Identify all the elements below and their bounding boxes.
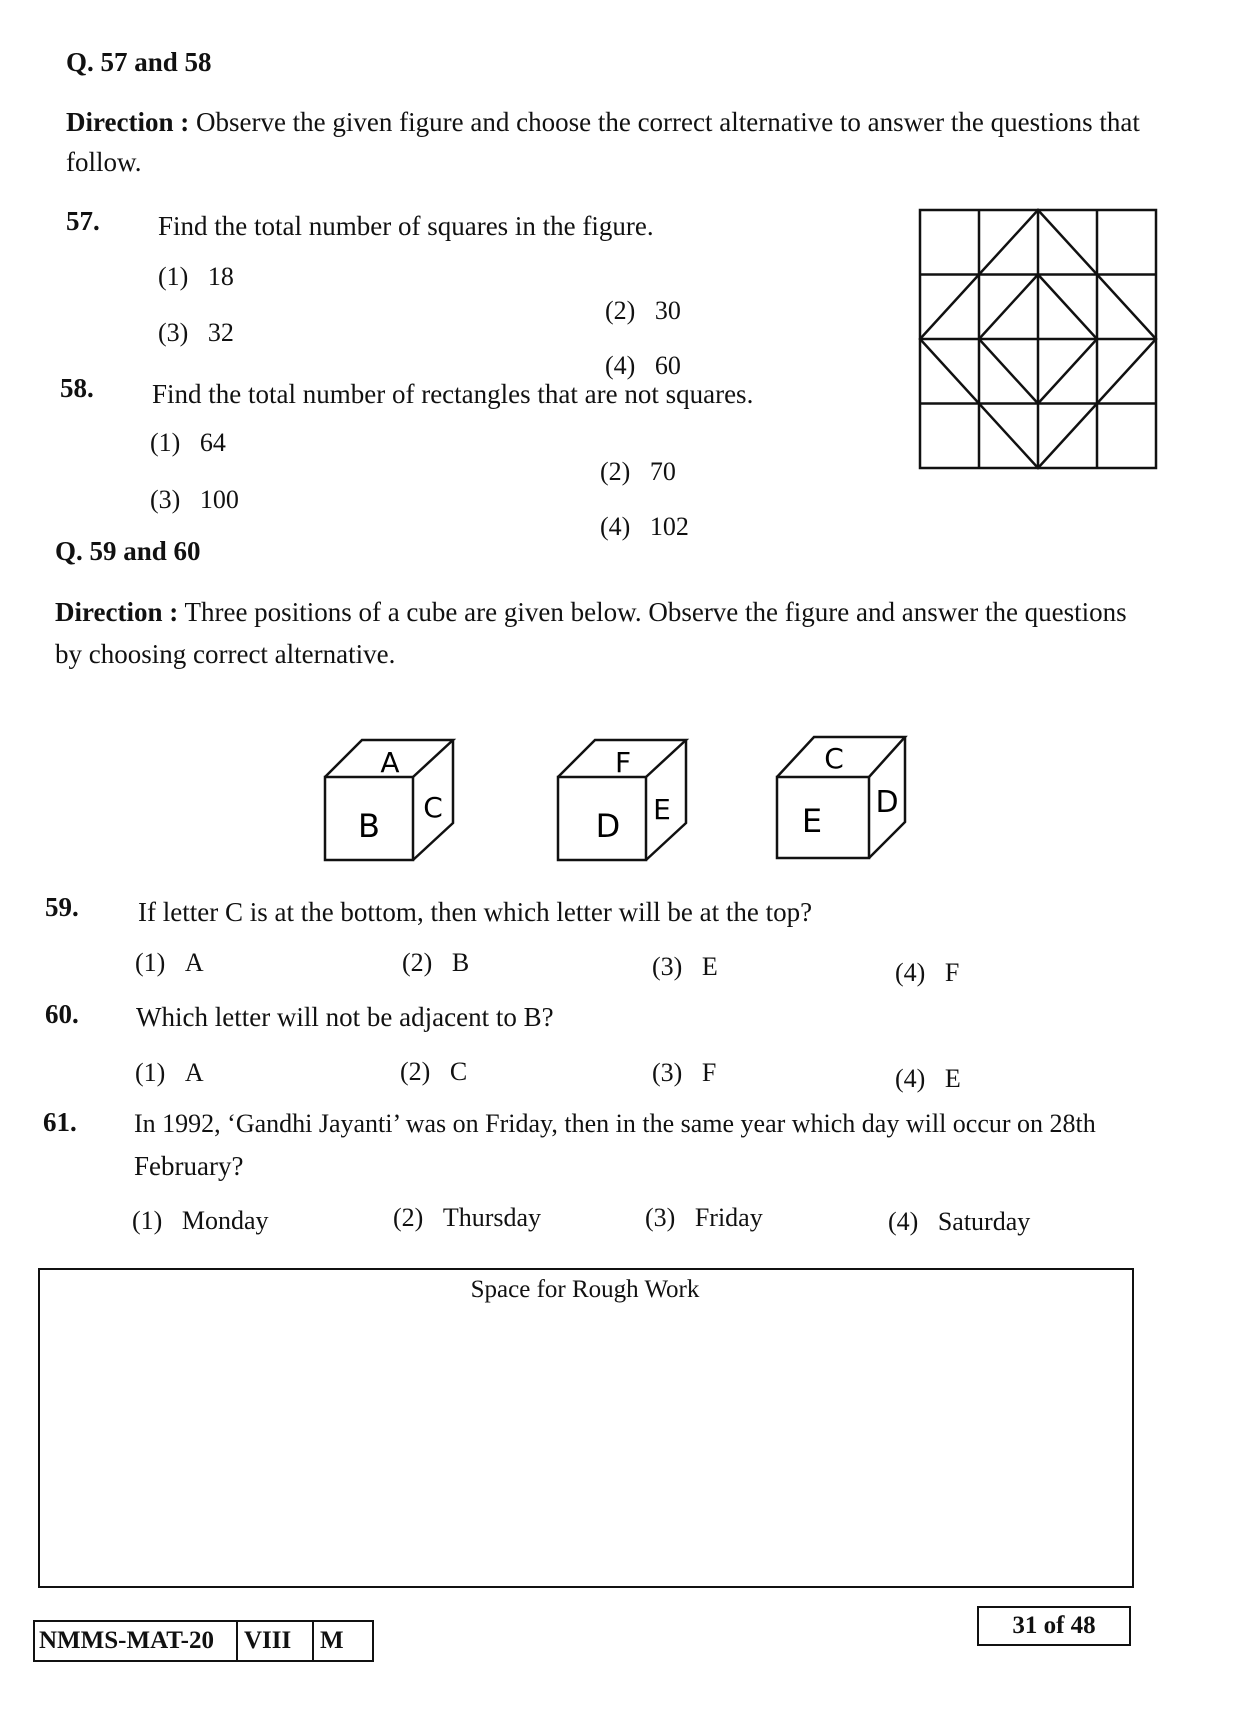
direction-text-cont: follow. bbox=[66, 147, 142, 177]
cube-3-top-letter: C bbox=[824, 742, 844, 775]
option-3[interactable]: (3) 32 bbox=[158, 318, 234, 347]
question-text: Which letter will not be adjacent to B? bbox=[136, 1002, 554, 1032]
cube-2-top-letter: F bbox=[614, 746, 632, 779]
option-1[interactable]: (1) A bbox=[135, 948, 204, 977]
cube-figure-2 bbox=[553, 735, 693, 865]
direction-text: Three positions of a cube are given below. Observe the figure and answer the questions bbox=[184, 597, 1127, 627]
option-4[interactable]: (4) F bbox=[895, 958, 960, 987]
cube-3-front-letter: E bbox=[801, 802, 823, 840]
cube-1-top-letter: A bbox=[380, 746, 400, 779]
option-2[interactable]: (2) C bbox=[400, 1057, 468, 1086]
direction-label: Direction : bbox=[66, 107, 190, 137]
cube-1-front-letter: B bbox=[358, 807, 380, 845]
option-3[interactable]: (3) F bbox=[652, 1058, 717, 1087]
option-2[interactable]: (2) B bbox=[402, 948, 470, 977]
direction-label: Direction : bbox=[55, 597, 179, 627]
cube-3-side-letter: D bbox=[875, 785, 899, 820]
rough-work-label: Space for Rough Work bbox=[470, 1276, 700, 1303]
square-grid-figure bbox=[912, 205, 1164, 475]
cube-2-front-letter: D bbox=[595, 807, 621, 845]
question-text-cont: February? bbox=[134, 1151, 244, 1181]
option-1[interactable]: (1) 64 bbox=[150, 428, 226, 457]
question-number: 59. bbox=[45, 892, 79, 922]
paper-code: NMMS-MAT-20 bbox=[35, 1622, 238, 1660]
option-2[interactable]: (2) 70 bbox=[600, 457, 676, 486]
question-number: 58. bbox=[60, 373, 94, 403]
question-text: If letter C is at the bottom, then which letter will be at the top? bbox=[138, 897, 813, 927]
option-3[interactable]: (3) E bbox=[652, 952, 718, 981]
class-label: VIII bbox=[238, 1622, 314, 1660]
question-text: Find the total number of rectangles that are not squares. bbox=[152, 379, 754, 409]
option-2[interactable]: (2) 30 bbox=[605, 296, 681, 325]
question-text: Find the total number of squares in the figure. bbox=[158, 211, 654, 241]
option-4[interactable]: (4) 60 bbox=[605, 351, 681, 380]
cube-figure-1 bbox=[320, 735, 460, 865]
section-heading-57-58: Q. 57 and 58 bbox=[66, 47, 212, 77]
question-number: 61. bbox=[43, 1107, 77, 1137]
question-number: 60. bbox=[45, 999, 79, 1029]
direction-57-58 bbox=[66, 106, 1140, 138]
question-text: In 1992, ‘Gandhi Jayanti’ was on Friday, then in the same year which day will occur on 28th bbox=[134, 1109, 1096, 1138]
page-number: 31 of 48 bbox=[977, 1606, 1131, 1646]
direction-59-60 bbox=[55, 596, 1127, 628]
option-1[interactable]: (1) Monday bbox=[132, 1206, 269, 1235]
cube-figure-3 bbox=[772, 732, 912, 864]
rough-work-box[interactable] bbox=[38, 1268, 1134, 1588]
option-3[interactable]: (3) 100 bbox=[150, 485, 239, 514]
cube-1-side-letter: C bbox=[423, 791, 443, 824]
direction-text-cont: by choosing correct alternative. bbox=[55, 639, 396, 669]
medium-label: M bbox=[320, 1627, 344, 1654]
cube-2-side-letter: E bbox=[653, 793, 671, 826]
option-3[interactable]: (3) Friday bbox=[645, 1203, 763, 1232]
footer-code-box bbox=[33, 1620, 374, 1662]
question-number: 57. bbox=[66, 206, 100, 236]
direction-text: Observe the given figure and choose the correct alternative to answer the questions that bbox=[195, 107, 1140, 137]
section-heading-59-60: Q. 59 and 60 bbox=[55, 536, 201, 566]
option-1[interactable]: (1) A bbox=[135, 1058, 204, 1087]
option-4[interactable]: (4) Saturday bbox=[888, 1207, 1031, 1236]
option-4[interactable]: (4) 102 bbox=[600, 512, 689, 541]
option-4[interactable]: (4) E bbox=[895, 1064, 961, 1093]
option-2[interactable]: (2) Thursday bbox=[393, 1203, 542, 1232]
option-1[interactable]: (1) 18 bbox=[158, 262, 234, 291]
